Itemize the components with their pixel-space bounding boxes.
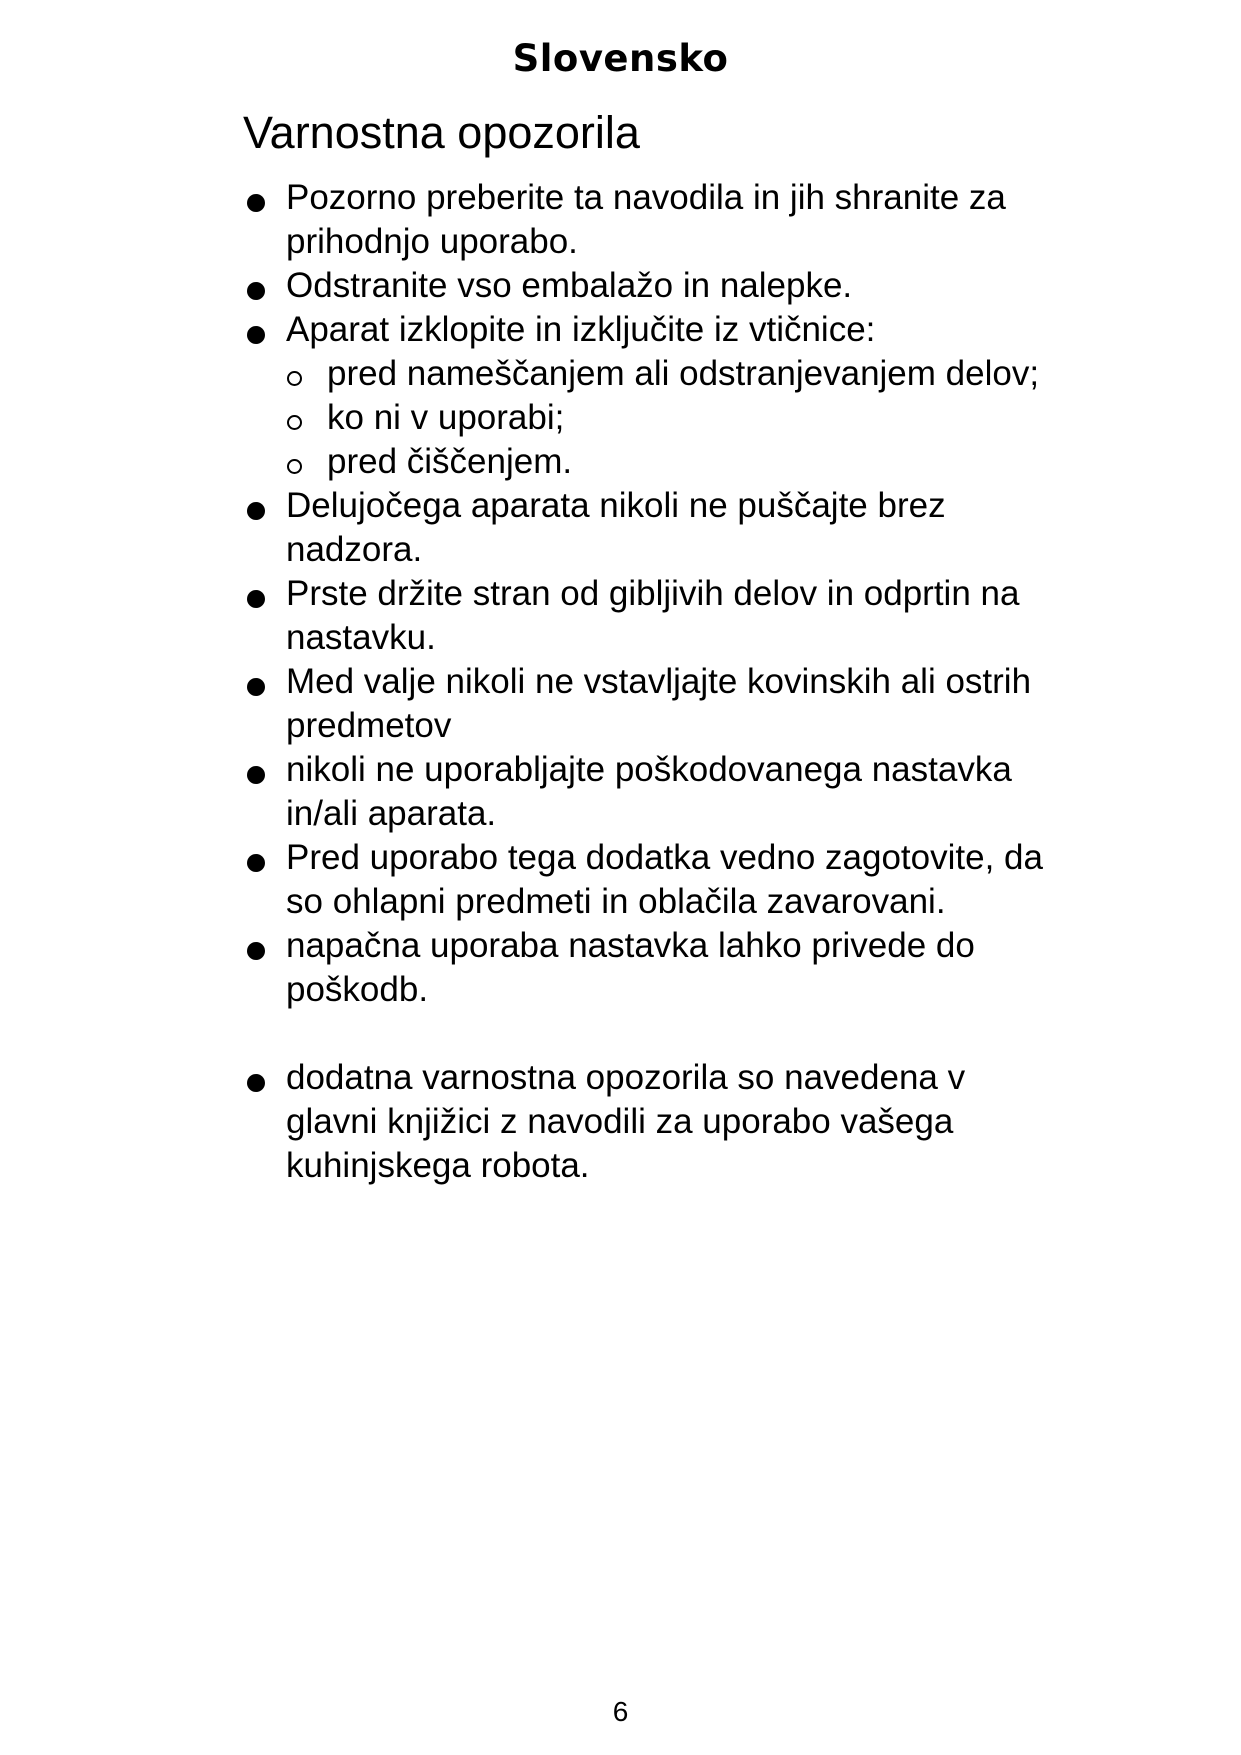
bullet-icon: [247, 282, 265, 300]
list-item: [243, 176, 1063, 264]
list-item-text: Delujočega aparata nikoli ne puščajte brez nadzora.: [286, 486, 946, 569]
list-item-text: Pred uporabo tega dodatka vedno zagotovite, da so ohlapni predmeti in oblačila zavarovani.: [286, 838, 1043, 921]
bullet-icon: [247, 678, 265, 696]
section-title: Varnostna opozorila: [243, 107, 640, 158]
bullet-icon: [247, 942, 265, 960]
bullet-icon: [247, 1074, 265, 1092]
sub-list-item-text: pred nameščanjem ali odstranjevanjem delov;: [327, 354, 1040, 393]
list-item-text: Pozorno preberite ta navodila in jih shranite za prihodnjo uporabo.: [286, 178, 1006, 261]
circle-bullet-icon: [287, 371, 302, 386]
sub-list-item: [286, 352, 1063, 396]
safety-section: [243, 104, 1063, 1188]
sub-list-item-text: ko ni v uporabi;: [327, 398, 565, 437]
list-item: [243, 660, 1063, 748]
list-item: [243, 484, 1063, 572]
list-item: [243, 1056, 1063, 1188]
list-item-text: Med valje nikoli ne vstavljajte kovinskih ali ostrih predmetov: [286, 662, 1032, 745]
page-header-language: Slovensko: [512, 37, 729, 80]
list-item-text: napačna uporaba nastavka lahko privede do poškodb.: [286, 926, 975, 1009]
sub-list-item-text: pred čiščenjem.: [327, 442, 573, 481]
list-item-text: Aparat izklopite in izključite iz vtičnice:: [286, 310, 876, 349]
sub-list-item: [286, 396, 1063, 440]
page-number: 6: [612, 1696, 629, 1727]
list-item: [243, 308, 1063, 484]
list-item-text: nikoli ne uporabljajte poškodovanega nastavka in/ali aparata.: [286, 750, 1012, 833]
list-item: [243, 572, 1063, 660]
list-item: [243, 748, 1063, 836]
bullet-icon: [247, 854, 265, 872]
list-item: [243, 264, 1063, 308]
list-item-text: Prste držite stran od gibljivih delov in odprtin na nastavku.: [286, 574, 1020, 657]
sub-list: [286, 352, 1063, 484]
list-item-text: Odstranite vso embalažo in nalepke.: [286, 266, 853, 305]
bullet-icon: [247, 194, 265, 212]
bullet-icon: [247, 326, 265, 344]
list-item-text: dodatna varnostna opozorila so navedena v glavni knjižici z navodili za uporabo vašega kuhinjskega robota.: [286, 1058, 966, 1185]
bullet-icon: [247, 502, 265, 520]
circle-bullet-icon: [287, 415, 302, 430]
safety-list: [243, 176, 1063, 1188]
circle-bullet-icon: [287, 459, 302, 474]
bullet-icon: [247, 766, 265, 784]
list-item: [243, 836, 1063, 924]
sub-list-item: [286, 440, 1063, 484]
list-item: [243, 924, 1063, 1012]
bullet-icon: [247, 590, 265, 608]
